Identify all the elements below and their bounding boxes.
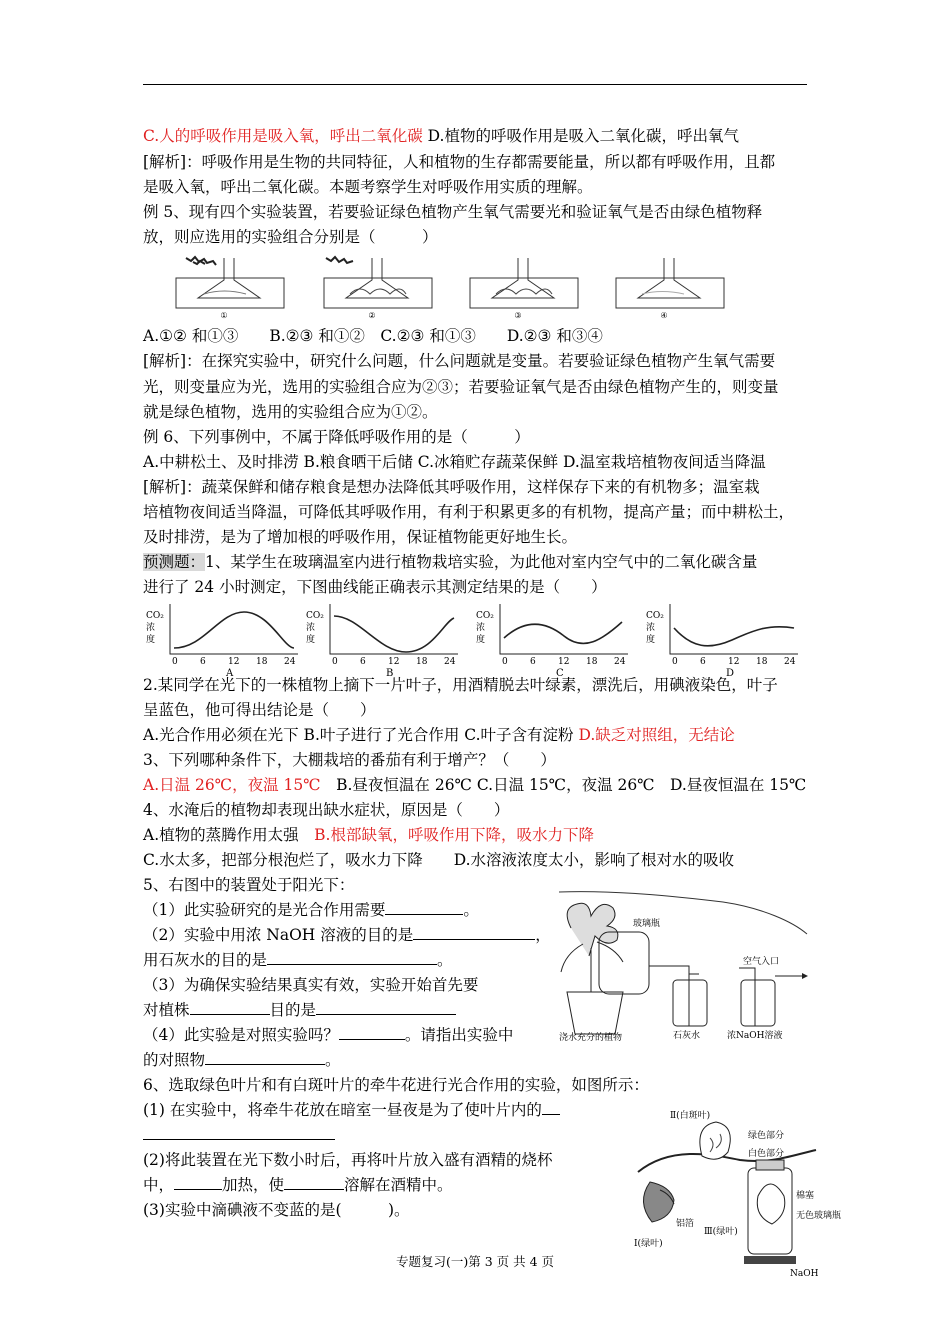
q6-2: (2)将此装置在光下数小时后，再将叶片放入盛有酒精的烧杯 (143, 1151, 553, 1169)
q3-text: 3、下列哪种条件下，大棚栽培的番茄有利于增产？（ ） (143, 751, 556, 769)
apparatus-2 (324, 257, 432, 308)
analysis-line: 培植物夜间适当降温，可降低其呼吸作用，有利于积累更多的有机物，提高产量；而中耕松土， (143, 503, 795, 521)
q1-text: 进行了 24 小时测定，下图曲线能正确表示其测定结果的是（ ） (143, 578, 607, 596)
punct: 。 (437, 951, 453, 969)
curve-ylabel: CO₂ (646, 611, 664, 621)
curve-ylabel: 浓 (146, 623, 156, 633)
curve-ylabel: 度 (646, 635, 656, 645)
q5-4b (143, 1050, 341, 1070)
apparatus-label: ② (368, 311, 376, 320)
apparatus-4 (616, 258, 724, 308)
leaf1-label: Ⅰ(绿叶) (634, 1239, 663, 1249)
q1-text: 1、某学生在玻璃温室内进行植物栽培实验，为此他对室内空气中的二氧化碳含量 (205, 553, 758, 571)
answer-b: B.根部缺氧，呼吸作用下降，吸水力下降 (314, 826, 594, 844)
answer-blank[interactable] (174, 1175, 222, 1190)
curve-tick: 12 (558, 657, 570, 667)
answer-blank[interactable] (267, 950, 437, 965)
curve-tick: 24 (784, 657, 796, 667)
curve-ylabel: CO₂ (146, 611, 164, 621)
curve-panel-label: C (556, 668, 564, 679)
option-d: D.植物的呼吸作用是吸入二氧化碳，呼出氧气 (422, 127, 739, 145)
curve-axes (670, 604, 798, 654)
curve-tick: 18 (256, 657, 268, 667)
q5-4b-text: 的对照物 (143, 1051, 206, 1069)
curve-ylabel: 浓 (306, 623, 316, 633)
apparatus-3 (470, 258, 578, 308)
q3-options (143, 775, 806, 795)
plant-label: 浇水充分的植物 (559, 1033, 623, 1043)
analysis-line: [解析]：在探究实验中，研究什么问题，什么问题就是变量。若要验证绿色植物产生氧气需要 (143, 352, 776, 370)
q5-1-text: （1）此实验研究的是光合作用需要 (143, 901, 386, 919)
q5-4-text: （4）此实验是对照实验吗？ (143, 1026, 339, 1044)
q5-3b (143, 1000, 456, 1020)
answer-blank[interactable] (542, 1100, 560, 1115)
co2-curves-figure (144, 600, 804, 678)
leaf3-label: Ⅲ(绿叶) (704, 1227, 738, 1237)
q2-text: 2.某同学在光下的一株植物上摘下一片叶子，用酒精脱去叶绿素，漂洗后，用碘液染色，叶子 (143, 676, 778, 694)
apparatus-label: ④ (660, 311, 668, 320)
q5-3: （3）为确保实验结果真实有效，实验开始首先要 (143, 976, 479, 994)
example6-options: A.中耕松土、及时排涝 B.粮食晒干后储 C.冰箱贮存蔬菜保鲜 D.温室栽培植物夜间适当降温 (143, 453, 766, 471)
answer-d: D.缺乏对照组，无结论 (573, 726, 735, 744)
q4-text: 4、水淹后的植物却表现出缺水症状，原因是（ ） (143, 801, 510, 819)
curve-axes (170, 604, 298, 654)
q6-3: (3)实验中滴碘液不变蓝的是( )。 (143, 1201, 410, 1219)
curve-tick: 6 (700, 657, 706, 667)
curve-ylabel: 度 (146, 635, 156, 645)
q2-options-abc: A.光合作用必须在光下 B.叶子进行了光合作用 C.叶子含有淀粉 (143, 726, 574, 744)
curve-tick: 24 (444, 657, 456, 667)
punct: 。 (463, 901, 479, 919)
q6-2b-b: 加热，使 (222, 1176, 285, 1194)
curve-tick: 24 (614, 657, 626, 667)
curve-tick: 12 (388, 657, 400, 667)
q6-1-cont (143, 1125, 335, 1145)
curve-tick: 0 (502, 657, 508, 667)
q4-options: C.水太多，把部分根泡烂了，吸水力下降 D.水溶液浓度太小，影响了根对水的吸收 (143, 851, 735, 869)
curve-tick: 0 (672, 657, 678, 667)
line-option-cd (143, 126, 739, 146)
naoh-solution-label: 浓NaOH溶液 (727, 1031, 783, 1041)
curve-axes (500, 604, 628, 654)
answer-blank[interactable] (413, 925, 535, 940)
naoh-label: NaOH (790, 1269, 819, 1279)
co2-curve (334, 616, 454, 652)
air-inlet-label: 空气入口 (743, 957, 780, 967)
example5-question: 例 5、现有四个实验装置，若要验证绿色植物产生氧气需要光和验证氧气是否由绿色植物释 (143, 203, 763, 221)
curve-panel-label: D (726, 668, 735, 679)
analysis-line: [解析]：呼吸作用是生物的共同特征，人和植物的生存都需要能量，所以都有呼吸作用，且都 (143, 153, 776, 171)
answer-blank[interactable] (143, 1125, 335, 1140)
q5-3b-mid: 目的是 (269, 1001, 317, 1019)
analysis-line: 及时排涝，是为了增加根的呼吸作用，保证植物能更好地生长。 (143, 528, 578, 546)
curve-tick: 6 (530, 657, 536, 667)
glass-bottle-label: 玻璃瓶 (633, 919, 661, 929)
q6-2b-c: 溶解在酒精中。 (344, 1176, 453, 1194)
curve-tick: 18 (416, 657, 428, 667)
foil-label: 铝箔 (676, 1219, 695, 1229)
q6-2b-a: 中， (143, 1176, 175, 1194)
curve-tick: 6 (200, 657, 206, 667)
q5-4-tail: 。请指出实验中 (404, 1026, 514, 1044)
q4-option-a: A.植物的蒸腾作用太强 (143, 826, 315, 844)
curve-panel-label: A (226, 668, 234, 679)
curve-ylabel: 度 (476, 635, 486, 645)
co2-curve (174, 612, 294, 648)
bottle-label: 无色玻璃瓶 (796, 1211, 842, 1221)
prediction-q1 (143, 552, 757, 572)
answer-blank[interactable] (205, 1050, 325, 1065)
limewater-label: 石灰水 (673, 1031, 701, 1041)
q5-3b-text: 对植株 (143, 1001, 190, 1019)
answer-blank[interactable] (284, 1175, 344, 1190)
apparatus-label: ① (220, 311, 228, 320)
apparatus-1 (176, 257, 284, 308)
answer-blank[interactable] (385, 900, 463, 915)
q3-options-bcd: B.昼夜恒温在 26℃ C.日温 15℃，夜温 26℃ D.昼夜恒温在 15℃ (320, 776, 807, 794)
answer-a: A.日温 26℃，夜温 15℃ (143, 776, 321, 794)
curve-ylabel: 浓 (476, 623, 486, 633)
leaf2-label: Ⅱ(白斑叶) (670, 1111, 711, 1121)
curve-tick: 18 (756, 657, 768, 667)
curve-tick: 12 (728, 657, 740, 667)
curve-ylabel: CO₂ (476, 611, 494, 621)
analysis-line: 是吸入氧，呼出二氧化碳。本题考察学生对呼吸作用实质的理解。 (143, 178, 593, 196)
apparatus-label: ③ (514, 311, 522, 320)
q5-1 (143, 900, 479, 920)
analysis-line: [解析]：蔬菜保鲜和储存粮食是想办法降低其呼吸作用，这样保存下来的有机物多；温室栽 (143, 478, 760, 496)
curve-ylabel: 浓 (646, 623, 656, 633)
analysis-line: 就是绿色植物，选用的实验组合应为①②。 (143, 403, 438, 421)
example6-question: 例 6、下列事例中，不属于降低呼吸作用的是（ ） (143, 428, 530, 446)
answer-blank[interactable] (316, 1000, 456, 1015)
white-part-label: 白色部分 (748, 1149, 785, 1159)
curve-ylabel: CO₂ (306, 611, 324, 621)
q5-4 (143, 1025, 513, 1045)
q4-options (143, 825, 594, 845)
curve-tick: 18 (586, 657, 598, 667)
q5-2 (143, 925, 551, 945)
q5-2b (143, 950, 453, 970)
co2-curve (504, 622, 622, 643)
q6-2b (143, 1175, 453, 1195)
example5-question: 放，则应选用的实验组合分别是（ ） (143, 228, 438, 246)
q6-1 (143, 1100, 560, 1120)
analysis-line: 光，则变量应为光，选用的实验组合应为②③；若要验证氧气是否由绿色植物产生的，则变量 (143, 378, 779, 396)
header-rule (143, 84, 807, 85)
q5-text: 5、右图中的装置处于阳光下： (143, 876, 355, 894)
page-footer: 专题复习(一)第 3 页 共 4 页 (395, 1254, 555, 1269)
curve-axes (330, 604, 458, 654)
punct: ， (535, 926, 551, 944)
curve-panel-label: B (386, 668, 394, 679)
curve-tick: 24 (284, 657, 296, 667)
curve-tick: 0 (172, 657, 178, 667)
curve-tick: 0 (332, 657, 338, 667)
q5-2-text: （2）实验中用浓 NaOH 溶液的目的是 (143, 926, 414, 944)
co2-curve (674, 627, 794, 646)
answer-c: C.人的呼吸作用是吸入氧，呼出二氧化碳 (143, 127, 423, 145)
photosynthesis-setup-figure (553, 888, 811, 1043)
curve-ylabel: 度 (306, 635, 316, 645)
q5-2b-text: 用石灰水的目的是 (143, 951, 268, 969)
q6-1-text: (1) 在实验中，将牵牛花放在暗室一昼夜是为了使叶片内的 (143, 1101, 542, 1119)
green-part-label: 绿色部分 (748, 1131, 785, 1141)
example5-options: A.①② 和①③ B.②③ 和①② C.②③ 和①③ D.②③ 和③④ (143, 327, 603, 345)
curve-tick: 12 (228, 657, 240, 667)
apparatus-figure (168, 250, 728, 320)
q6-text: 6、选取绿色叶片和有白斑叶片的牵牛花进行光合作用的实验，如图所示： (143, 1076, 649, 1094)
q2-options (143, 725, 735, 745)
answer-blank[interactable] (339, 1025, 405, 1040)
curve-tick: 6 (360, 657, 366, 667)
stopper-label: 棉塞 (796, 1191, 815, 1201)
prediction-heading: 预测题： (143, 553, 206, 571)
punct: 。 (325, 1051, 341, 1069)
q2-text: 呈蓝色，他可得出结论是（ ） (143, 701, 376, 719)
answer-blank[interactable] (190, 1000, 270, 1015)
